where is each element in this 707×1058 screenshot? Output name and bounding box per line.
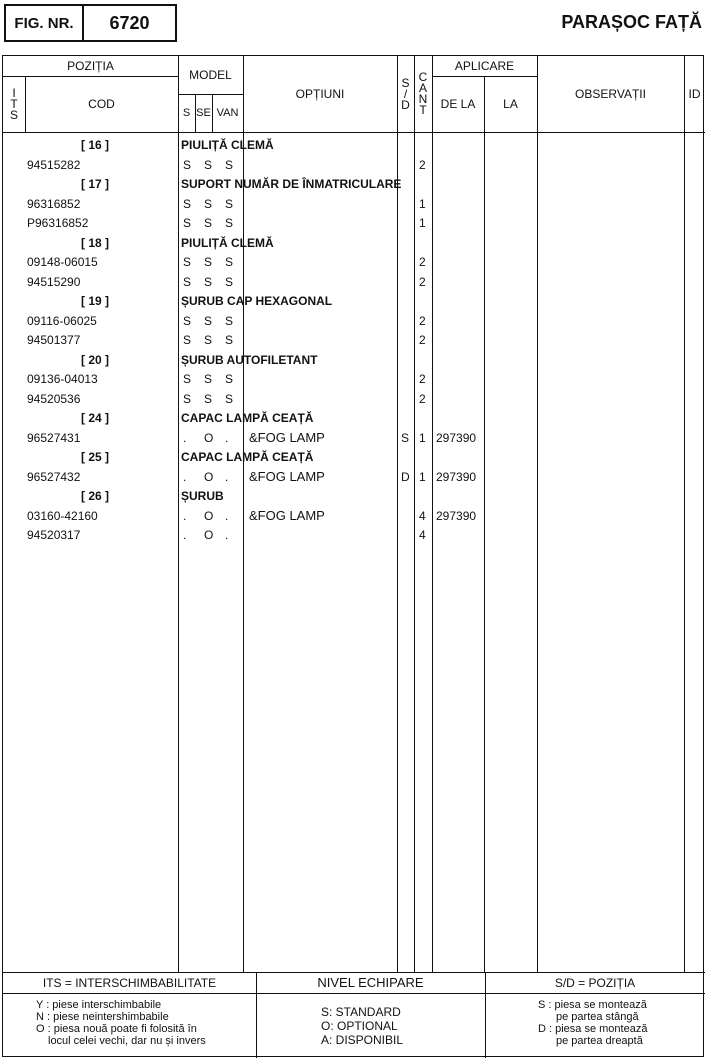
model-se-value: O — [204, 430, 214, 445]
quantity-value: 2 — [419, 274, 426, 289]
table-row — [3, 389, 705, 409]
table-row — [3, 506, 705, 526]
header-model-s: S — [182, 106, 191, 119]
position-row — [3, 174, 705, 194]
quantity-value: 1 — [419, 196, 426, 211]
model-se-value: S — [204, 391, 213, 406]
quantity-value: 1 — [419, 216, 426, 230]
part-code: 09136-04013 — [27, 372, 98, 386]
header-cod: COD — [88, 97, 115, 111]
model-s-value: S — [183, 391, 192, 406]
table-row — [3, 272, 705, 292]
legend-its: Y : piese interschimbabile N : piese neintershimbabile O : piesa nouă poate fi folosită în locul celei vechi, dar nu și invers — [36, 999, 206, 1047]
sd-value: S — [401, 430, 410, 445]
part-description: CAPAC LAMPĂ CEAȚĂ — [181, 450, 314, 464]
model-s-value: S — [183, 313, 192, 328]
divider — [3, 132, 705, 133]
table-row — [3, 194, 705, 214]
header-observatii: OBSERVAȚII — [575, 87, 646, 101]
part-code: 94520317 — [27, 528, 81, 542]
legend-its-title: ITS = INTERSCHIMBABILITATE — [42, 975, 217, 990]
position-number: [ 20 ] — [81, 352, 110, 367]
model-se-value: O — [204, 508, 214, 523]
part-code: 94515282 — [27, 157, 81, 172]
header-id: ID — [688, 87, 701, 101]
part-code: 03160-42160 — [27, 508, 98, 523]
table-row — [3, 330, 705, 350]
part-code: 94501377 — [27, 333, 81, 347]
header-la: LA — [503, 97, 518, 111]
legend-sd: S : piesa se montează pe partea stângă D : piesa se montează pe partea dreaptă — [538, 999, 648, 1047]
quantity-value: 1 — [419, 430, 426, 445]
model-van-value: . — [225, 430, 229, 445]
model-s-value: S — [183, 157, 192, 172]
model-se-value: S — [204, 333, 213, 347]
legend-nivel-title: NIVEL ECHIPARE — [317, 975, 424, 990]
option-value: &FOG LAMP — [249, 429, 325, 445]
header-model-se: SE — [196, 106, 211, 119]
part-description: PIULIȚĂ CLEMĂ — [181, 138, 274, 152]
quantity-value: 2 — [419, 333, 426, 347]
part-description: ȘURUB CAP HEXAGONAL — [181, 294, 333, 308]
option-value: &FOG LAMP — [249, 468, 325, 484]
position-number: [ 25 ] — [81, 450, 110, 464]
table-row — [3, 525, 705, 545]
header-optiuni: OPȚIUNI — [295, 87, 345, 101]
position-number: [ 24 ] — [81, 411, 110, 425]
position-number: [ 26 ] — [81, 489, 110, 503]
table-row — [3, 428, 705, 448]
model-s-value: S — [183, 196, 192, 211]
model-van-value: S — [225, 216, 234, 230]
model-se-value: S — [204, 313, 213, 328]
model-s-value: S — [183, 274, 192, 289]
model-se-value: S — [204, 196, 213, 211]
header-cant: C A N T — [418, 70, 428, 117]
model-van-value: S — [225, 274, 234, 289]
model-van-value: S — [225, 391, 234, 406]
header-sd: S / D — [401, 75, 410, 112]
model-s-value: S — [183, 216, 192, 230]
model-se-value: S — [204, 216, 213, 230]
quantity-value: 4 — [419, 508, 426, 523]
header-aplicare: APLICARE — [454, 59, 515, 73]
from-vin-value: 297390 — [436, 508, 477, 523]
page-title: PARAȘOC FAȚĂ — [561, 12, 702, 32]
model-se-value: S — [204, 274, 213, 289]
part-description: ȘURUB AUTOFILETANT — [181, 352, 318, 367]
model-s-value: . — [183, 469, 187, 484]
model-s-value: S — [183, 255, 192, 269]
part-code: 96527431 — [27, 430, 81, 445]
table-row — [3, 155, 705, 175]
table-row — [3, 369, 705, 389]
position-row — [3, 135, 705, 155]
option-value: &FOG LAMP — [249, 507, 325, 523]
model-van-value: S — [225, 157, 234, 172]
header-pozitia: POZIȚIA — [67, 59, 114, 73]
model-van-value: . — [225, 469, 229, 484]
table-row — [3, 213, 705, 233]
model-se-value: S — [204, 255, 213, 269]
position-row — [3, 486, 705, 506]
model-se-value: S — [204, 372, 213, 386]
part-description: CAPAC LAMPĂ CEAȚĂ — [181, 411, 314, 425]
figure-label: FIG. NR. — [6, 6, 84, 40]
part-code: P96316852 — [27, 216, 89, 230]
position-row — [3, 233, 705, 253]
divider — [3, 993, 705, 994]
part-description: SUPORT NUMĂR DE ÎNMATRICULARE — [181, 177, 402, 191]
model-van-value: S — [225, 313, 234, 328]
model-se-value: O — [204, 469, 214, 484]
position-row — [3, 408, 705, 428]
sd-value: D — [401, 469, 410, 484]
model-s-value: S — [183, 372, 192, 386]
quantity-value: 2 — [419, 372, 426, 386]
header-its: I T S — [9, 85, 18, 122]
quantity-value: 2 — [419, 391, 426, 406]
model-s-value: . — [183, 430, 187, 445]
position-row — [3, 291, 705, 311]
model-se-value: O — [204, 528, 214, 542]
header-de-la: DE LA — [440, 97, 476, 111]
part-code: 09148-06015 — [27, 255, 98, 269]
model-s-value: . — [183, 528, 187, 542]
position-row — [3, 447, 705, 467]
legend-nivel: S: STANDARD O: OPTIONAL A: DISPONIBIL — [321, 1005, 404, 1047]
part-code: 96316852 — [27, 196, 81, 211]
quantity-value: 2 — [419, 157, 426, 172]
part-code: 96527432 — [27, 469, 81, 484]
part-description: ȘURUB — [181, 489, 224, 503]
position-number: [ 18 ] — [81, 235, 110, 250]
header-model-van: VAN — [216, 106, 239, 119]
from-vin-value: 297390 — [436, 430, 477, 445]
model-van-value: S — [225, 196, 234, 211]
model-van-value: . — [225, 508, 229, 523]
table-row — [3, 311, 705, 331]
from-vin-value: 297390 — [436, 469, 477, 484]
quantity-value: 1 — [419, 469, 426, 484]
position-number: [ 16 ] — [81, 138, 110, 152]
table-row — [3, 252, 705, 272]
table-row — [3, 467, 705, 487]
model-se-value: S — [204, 157, 213, 172]
legend-sd-title: S/D = POZIȚIA — [554, 975, 636, 990]
model-van-value: S — [225, 255, 234, 269]
position-number: [ 17 ] — [81, 177, 110, 191]
parts-table — [2, 55, 704, 1057]
part-description: PIULIȚĂ CLEMĂ — [181, 235, 274, 250]
model-van-value: S — [225, 372, 234, 386]
quantity-value: 2 — [419, 255, 426, 269]
model-van-value: . — [225, 528, 229, 542]
position-row — [3, 350, 705, 370]
model-van-value: S — [225, 333, 234, 347]
header-model: MODEL — [189, 68, 232, 82]
model-s-value: . — [183, 508, 187, 523]
quantity-value: 2 — [419, 313, 426, 328]
part-code: 09116-06025 — [27, 313, 97, 328]
part-code: 94515290 — [27, 274, 81, 289]
position-number: [ 19 ] — [81, 294, 110, 308]
figure-number: 6720 — [109, 12, 150, 33]
quantity-value: 4 — [419, 528, 426, 542]
part-code: 94520536 — [27, 391, 81, 406]
figure-number-box — [4, 4, 177, 42]
model-s-value: S — [183, 333, 192, 347]
